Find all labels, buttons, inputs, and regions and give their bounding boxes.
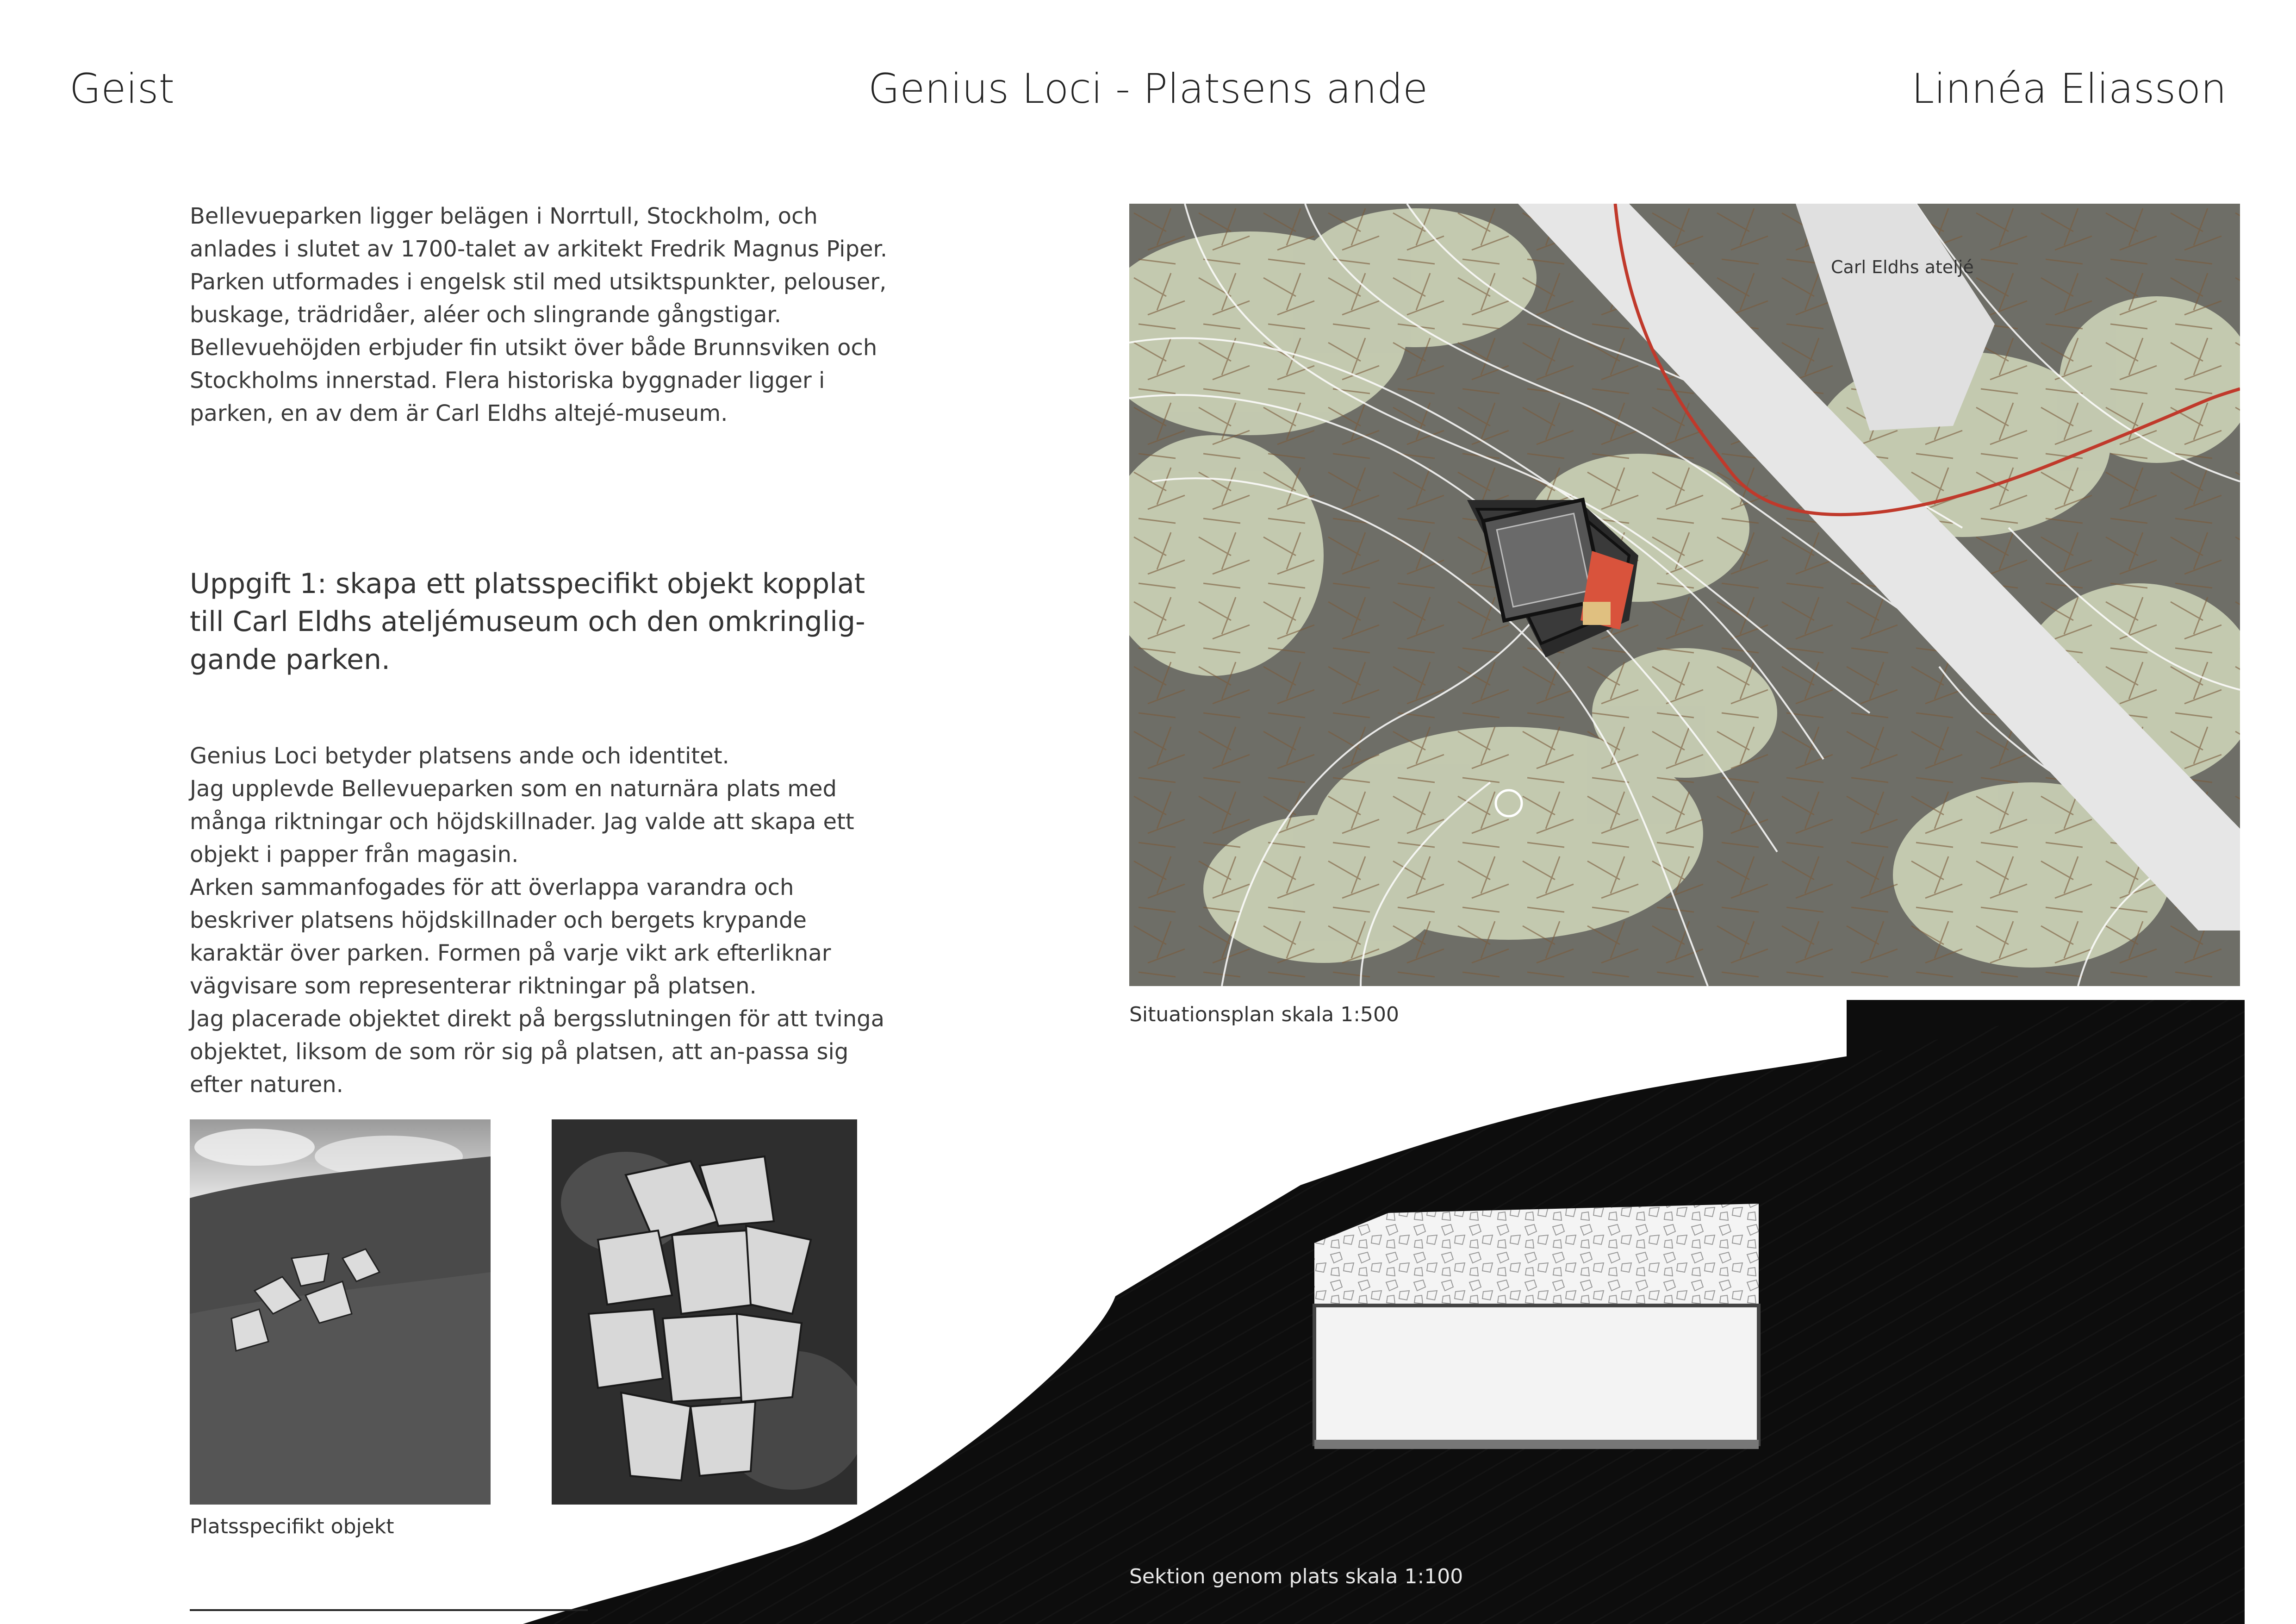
photos-caption: Platsspecifikt objekt — [190, 1515, 394, 1538]
project-label: Geist — [69, 65, 175, 112]
intro-paragraph-1: Bellevueparken ligger belägen i Norrtull, Stockholm, och anlades i slutet av 1700-talet av arkitekt Fredrik Magnus Piper. — [190, 203, 888, 262]
intro-paragraph-2: Parken utformades i engelsk stil med utsiktspunkter, pelouser, buskage, trädridåer, aléer och slingrande gångstigar. Bellevuehöjden erbjuder fin utsikt över både Brunnsviken och Stockholms innerstad. Flera historiska byggnader ligger i parken, en av dem är Carl Eldhs altejé-museum. — [190, 269, 887, 426]
section-caption: Sektion genom plats skala 1:100 — [1129, 1565, 1463, 1588]
site-plan-map — [1129, 204, 2240, 986]
intro-text — [190, 200, 893, 430]
section-drawing — [190, 1000, 2245, 1624]
genius-paragraph-1: Genius Loci betyder platsens ande och identitet. — [190, 743, 729, 769]
ground-line — [190, 1609, 588, 1611]
genius-paragraph-2: Jag upplevde Bellevueparken som en naturnära plats med många riktningar och höjdskillnader. Jag valde att skapa ett objekt i papper från magasin. — [190, 776, 854, 868]
genius-paragraph-3: Arken sammanfogades för att överlappa varandra och beskriver platsens höjdskillnader och bergets krypande karaktär över parken. Formen på varje vikt ark efterliknar vägvisare som representerar riktningar på platsen. — [190, 874, 831, 999]
building-label: Carl Eldhs ateljé — [1831, 257, 1974, 277]
map-caption: Situationsplan skala 1:500 — [1129, 1003, 1400, 1026]
author-name: Linnéa Eliasson — [1911, 65, 2227, 112]
genius-paragraph-4: Jag placerade objektet direkt på bergsslutningen för att tvinga objektet, liksom de som rör sig på platsen, att an-passa sig efter naturen. — [190, 1006, 885, 1098]
page-title: Genius Loci - Platsens ande — [868, 65, 1428, 112]
task-text: Uppgift 1: skapa ett platsspecifikt objekt kopplat till Carl Eldhs ateljémuseum och den omkringlig-gande parken. — [190, 568, 865, 676]
